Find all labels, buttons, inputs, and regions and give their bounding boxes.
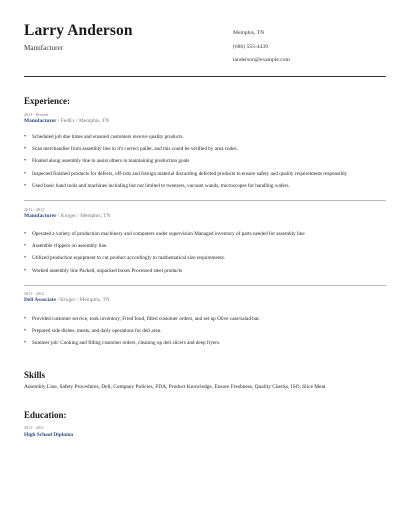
job-employer: / FedEx / Memphis, TN xyxy=(56,118,110,124)
contact-phone: (680) 555-4439 xyxy=(233,43,268,50)
bullet-item: • Worked assembly line Packed, unpacked boxes Processed steel products xyxy=(24,268,386,280)
job-title: Manufacturer xyxy=(24,118,57,124)
bullet-item: • Inspected finished products for defects, off-cuts and foreign material discarding defected products to ensure safety and quality requirements responsibly xyxy=(24,171,386,183)
bullet-item: • Operated a variety of production machinery and computers under supervision Managed inventory of parts needed for assembly line xyxy=(24,231,386,243)
resume-header xyxy=(24,22,386,78)
education-degree: High School Diploma xyxy=(24,432,74,438)
job-employer: / Kroger / Memphis, TN xyxy=(56,213,111,219)
job-bullets xyxy=(24,134,386,195)
bullet-item: • Scan merchandise from assembly line to it's correct pallet, and this could be verified by area codes. xyxy=(24,146,386,158)
bullet-item: • Assemble clippers on assembly line. xyxy=(24,243,386,255)
job-bullets xyxy=(24,231,386,280)
contact-email[interactable]: landerson@example.com xyxy=(233,57,290,63)
bullet-item: • Summer job: Cooking and filling customer orders, cleaning up deli slicers and deep fryers. xyxy=(24,340,386,352)
bullet-item: • Scheduled job due times and ensured customers receive quality products. xyxy=(24,134,386,146)
education-dates: 2011 - 2011 xyxy=(24,425,44,430)
job-title: Deli Associate xyxy=(24,297,56,303)
job-dates: 2011 - 2012 xyxy=(24,291,45,296)
contact-block xyxy=(233,27,290,68)
job-heading xyxy=(24,297,110,303)
job-title: Manufacturer xyxy=(24,213,57,219)
job-heading xyxy=(24,213,110,219)
bullet-item: • Utilized production equipment to cut product accordingly to mathematical size requirements. xyxy=(24,255,386,267)
bullet-item: • Used basic hand tools and machines including but not limited to tweezers, vacuum wands, microscopes for handling wafers. xyxy=(24,183,386,195)
skills-list: Assembly Line, Safety Procedures, Deli, Company Policies, FDA, Product Knowledge, Ensure Freshness, Quality Checks, ISO, Slice Meat xyxy=(24,384,326,390)
contact-location: Memphis, TN xyxy=(233,30,265,36)
job-divider xyxy=(24,200,386,201)
job-divider xyxy=(24,285,386,286)
job-employer: / Kroger / Memphis, TN xyxy=(55,297,110,303)
education-heading: Education: xyxy=(24,410,67,420)
skills-heading: Skills xyxy=(24,370,46,380)
experience-heading: Experience: xyxy=(24,96,70,106)
candidate-role: Manufacturer xyxy=(24,44,64,52)
job-dates: 2012 - 2013 xyxy=(24,207,45,212)
bullet-item: • Prepared side dishes, meats, and daily operations for deli area. xyxy=(24,328,386,340)
job-bullets xyxy=(24,316,386,353)
bullet-item: • Provided customer service, took inventory, Fried food, filled customer orders, and set up Olive case/salad bar. xyxy=(24,316,386,328)
header-divider xyxy=(24,76,386,77)
candidate-name: Larry Anderson xyxy=(24,22,133,39)
bullet-item: • Floated along assembly line to assist others in maintaining production goals xyxy=(24,158,386,170)
job-dates: 2013 - Present xyxy=(24,112,49,117)
job-heading xyxy=(24,118,109,124)
